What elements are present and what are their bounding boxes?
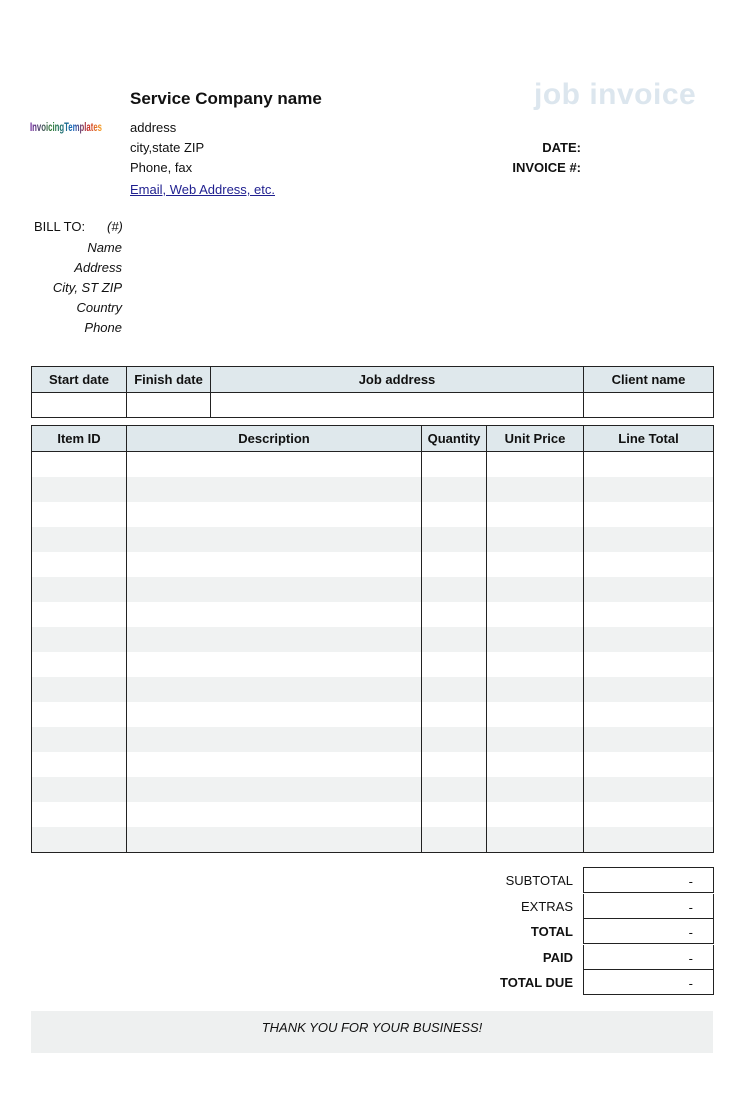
invoice-number-label: INVOICE #: — [512, 160, 581, 175]
quantity-cell[interactable] — [422, 727, 487, 752]
bill-to-name: Name — [87, 240, 122, 255]
company-address: address — [130, 120, 177, 135]
line-total-cell[interactable] — [584, 702, 714, 727]
finish-date-header: Finish date — [127, 367, 211, 393]
client-name-header: Client name — [584, 367, 714, 393]
date-label: DATE: — [542, 140, 581, 155]
item-id-header: Item ID — [32, 426, 127, 452]
item-id-cell[interactable] — [32, 552, 127, 577]
line-total-cell[interactable] — [584, 552, 714, 577]
description-cell[interactable] — [127, 552, 422, 577]
line-total-cell[interactable] — [584, 577, 714, 602]
quantity-cell[interactable] — [422, 452, 487, 478]
line-total-cell[interactable] — [584, 727, 714, 752]
line-total-cell[interactable] — [584, 752, 714, 777]
subtotal-value-box[interactable] — [583, 868, 714, 893]
company-email-link[interactable]: Email, Web Address, etc. — [130, 182, 275, 197]
description-cell[interactable] — [127, 527, 422, 552]
quantity-cell[interactable] — [422, 477, 487, 502]
unit-price-cell[interactable] — [487, 527, 584, 552]
total-due-value-box[interactable] — [583, 970, 714, 995]
quantity-cell[interactable] — [422, 827, 487, 853]
item-id-cell[interactable] — [32, 477, 127, 502]
unit-price-cell[interactable] — [487, 677, 584, 702]
item-id-cell[interactable] — [32, 752, 127, 777]
description-cell[interactable] — [127, 452, 422, 478]
quantity-cell[interactable] — [422, 677, 487, 702]
item-id-cell[interactable] — [32, 702, 127, 727]
quantity-cell[interactable] — [422, 602, 487, 627]
bill-to-label: BILL TO: — [34, 219, 86, 234]
line-total-cell[interactable] — [584, 802, 714, 827]
quantity-cell[interactable] — [422, 552, 487, 577]
client-name-cell[interactable] — [584, 393, 714, 418]
description-cell[interactable] — [127, 502, 422, 527]
table-row — [32, 477, 714, 502]
logo-text: InvoicingTemplates — [30, 120, 103, 134]
item-id-cell[interactable] — [32, 727, 127, 752]
description-cell[interactable] — [127, 702, 422, 727]
quantity-cell[interactable] — [422, 502, 487, 527]
paid-value-box[interactable] — [583, 945, 714, 970]
company-phone: Phone, fax — [130, 160, 193, 175]
unit-price-cell[interactable] — [487, 752, 584, 777]
description-cell[interactable] — [127, 602, 422, 627]
start-date-cell[interactable] — [32, 393, 127, 418]
description-cell[interactable] — [127, 577, 422, 602]
description-cell[interactable] — [127, 777, 422, 802]
totals-top-border — [583, 867, 714, 868]
line-total-cell[interactable] — [584, 677, 714, 702]
table-row — [32, 602, 714, 627]
subtotal-label: SUBTOTAL — [505, 873, 573, 888]
item-id-cell[interactable] — [32, 502, 127, 527]
quantity-cell[interactable] — [422, 802, 487, 827]
description-cell[interactable] — [127, 727, 422, 752]
unit-price-cell[interactable] — [487, 727, 584, 752]
unit-price-cell[interactable] — [487, 602, 584, 627]
extras-value: - — [688, 900, 693, 915]
unit-price-cell[interactable] — [487, 577, 584, 602]
item-id-cell[interactable] — [32, 527, 127, 552]
total-value-box[interactable] — [583, 919, 714, 944]
thank-you-text: THANK YOU FOR YOUR BUSINESS! — [261, 1020, 483, 1035]
table-row — [32, 752, 714, 777]
table-row — [32, 802, 714, 827]
unit-price-cell[interactable] — [487, 552, 584, 577]
extras-label: EXTRAS — [520, 899, 573, 914]
table-row — [32, 452, 714, 478]
table-row — [32, 502, 714, 527]
table-row — [32, 702, 714, 727]
item-id-cell[interactable] — [32, 452, 127, 478]
total-due-label: TOTAL DUE — [500, 975, 573, 990]
description-header: Description — [127, 426, 422, 452]
company-logo — [30, 112, 110, 142]
quantity-cell[interactable] — [422, 627, 487, 652]
description-cell[interactable] — [127, 627, 422, 652]
unit-price-cell[interactable] — [487, 652, 584, 677]
line-total-cell[interactable] — [584, 777, 714, 802]
table-row — [32, 527, 714, 552]
extras-value-box[interactable] — [583, 894, 714, 919]
table-row — [32, 677, 714, 702]
unit-price-cell[interactable] — [487, 477, 584, 502]
table-row — [32, 777, 714, 802]
item-id-cell[interactable] — [32, 627, 127, 652]
total-due-value: - — [688, 976, 693, 991]
quantity-cell[interactable] — [422, 702, 487, 727]
job-details-table — [31, 366, 714, 418]
line-items-body — [32, 452, 714, 853]
item-id-cell[interactable] — [32, 802, 127, 827]
quantity-cell[interactable] — [422, 777, 487, 802]
description-cell[interactable] — [127, 652, 422, 677]
company-name: Service Company name — [130, 89, 322, 108]
line-total-cell[interactable] — [584, 502, 714, 527]
description-cell[interactable] — [127, 677, 422, 702]
line-total-cell[interactable] — [584, 827, 714, 853]
quantity-header: Quantity — [422, 426, 487, 452]
quantity-cell[interactable] — [422, 577, 487, 602]
job-address-header: Job address — [211, 367, 584, 393]
table-row — [32, 627, 714, 652]
quantity-cell[interactable] — [422, 652, 487, 677]
line-total-cell[interactable] — [584, 627, 714, 652]
company-city: city,state ZIP — [130, 140, 205, 155]
item-id-cell[interactable] — [32, 677, 127, 702]
subtotal-value: - — [688, 874, 693, 889]
quantity-cell[interactable] — [422, 527, 487, 552]
item-id-cell[interactable] — [32, 602, 127, 627]
line-total-cell[interactable] — [584, 652, 714, 677]
quantity-cell[interactable] — [422, 752, 487, 777]
line-items-table — [31, 425, 714, 853]
description-cell[interactable] — [127, 802, 422, 827]
item-id-cell[interactable] — [32, 577, 127, 602]
description-cell[interactable] — [127, 752, 422, 777]
item-id-cell[interactable] — [32, 827, 127, 853]
description-cell[interactable] — [127, 477, 422, 502]
table-row — [32, 577, 714, 602]
item-id-cell[interactable] — [32, 777, 127, 802]
total-value: - — [688, 925, 693, 940]
total-label: TOTAL — [530, 924, 573, 939]
paid-label: PAID — [542, 950, 573, 965]
table-row — [32, 827, 714, 853]
item-id-cell[interactable] — [32, 652, 127, 677]
table-row — [32, 727, 714, 752]
unit-price-cell[interactable] — [487, 627, 584, 652]
unit-price-cell[interactable] — [487, 802, 584, 827]
bill-to-address: Address — [74, 260, 122, 275]
unit-price-cell[interactable] — [487, 502, 584, 527]
line-total-cell[interactable] — [584, 452, 714, 478]
finish-date-cell[interactable] — [127, 393, 211, 418]
thank-you-banner — [31, 1011, 713, 1053]
unit-price-cell[interactable] — [487, 452, 584, 478]
line-total-header: Line Total — [584, 426, 714, 452]
unit-price-cell[interactable] — [487, 827, 584, 853]
bill-to-phone: Phone — [84, 320, 122, 335]
unit-price-cell[interactable] — [487, 702, 584, 727]
unit-price-cell[interactable] — [487, 777, 584, 802]
unit-price-header: Unit Price — [487, 426, 584, 452]
job-row — [32, 393, 714, 418]
document-title: job invoice — [534, 78, 697, 111]
paid-value: - — [688, 951, 693, 966]
table-row — [32, 552, 714, 577]
line-total-cell[interactable] — [584, 477, 714, 502]
job-address-cell[interactable] — [211, 393, 584, 418]
bill-to-number: (#) — [107, 219, 123, 234]
line-total-cell[interactable] — [584, 602, 714, 627]
bill-to-country: Country — [76, 300, 122, 315]
description-cell[interactable] — [127, 827, 422, 853]
table-row — [32, 652, 714, 677]
start-date-header: Start date — [32, 367, 127, 393]
line-total-cell[interactable] — [584, 527, 714, 552]
bill-to-city: City, ST ZIP — [52, 280, 122, 295]
